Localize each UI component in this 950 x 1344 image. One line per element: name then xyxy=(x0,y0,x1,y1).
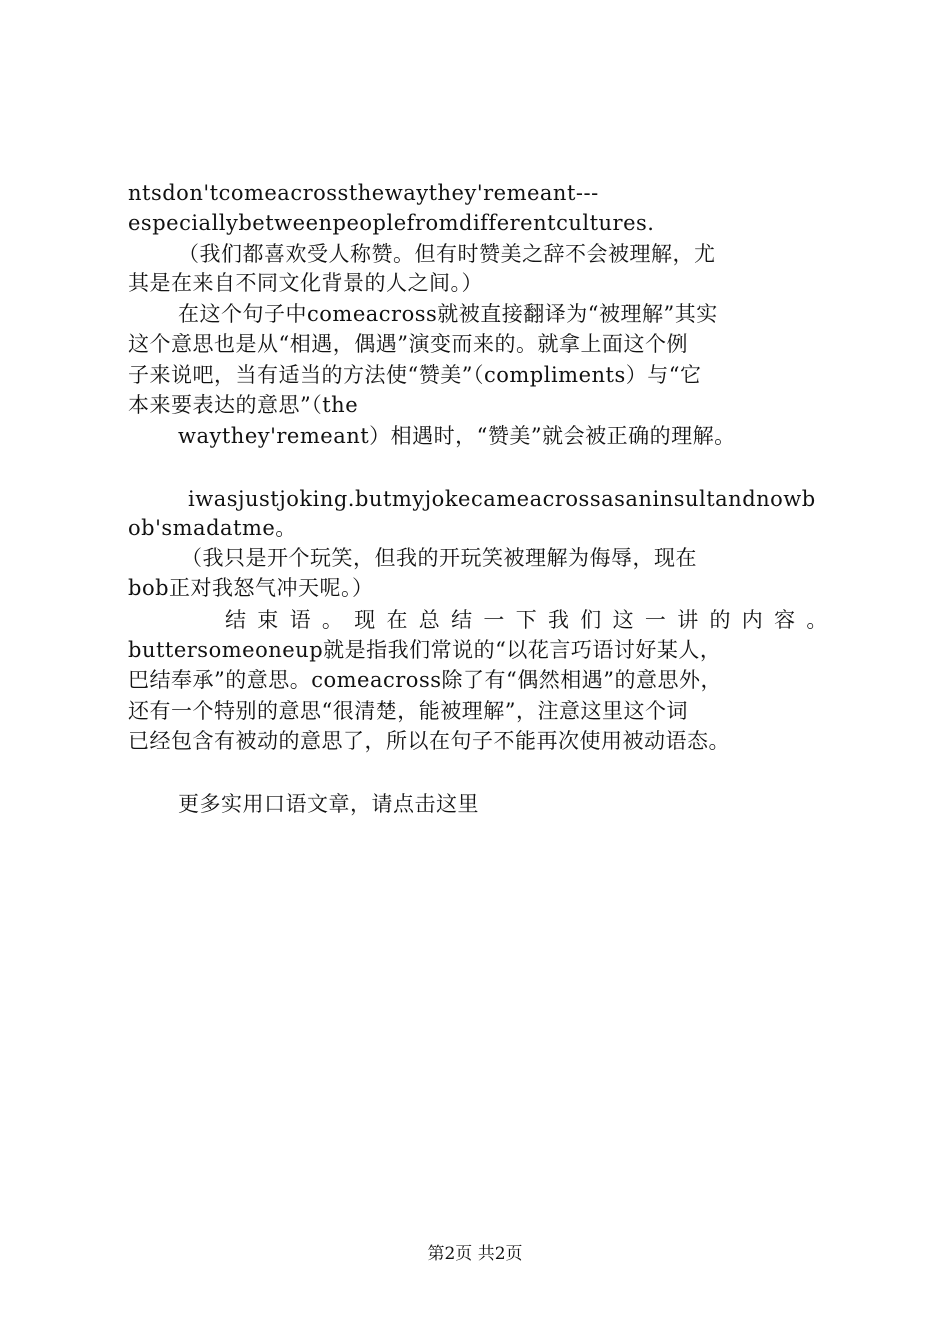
text-line: （我只是开个玩笑，但我的开玩笑被理解为侮辱，现在 xyxy=(181,546,697,570)
text-line: （我们都喜欢受人称赞。但有时赞美之辞不会被理解，尤 xyxy=(178,242,716,266)
text-line: 本来要表达的意思”（the xyxy=(128,393,359,417)
text-line: 在这个句子中comeacross就被直接翻译为“被理解”其实 xyxy=(178,302,718,326)
more-articles-link[interactable]: 更多实用口语文章，请点击这里 xyxy=(178,792,479,816)
text-line: ob'smadatme。 xyxy=(128,516,297,540)
text-line: 这个意思也是从“相遇，偶遇”演变而来的。就拿上面这个例 xyxy=(128,332,688,356)
text-line: 还有一个特别的意思“很清楚，能被理解”，注意这里这个词 xyxy=(128,699,688,723)
text-line: 子来说吧，当有适当的方法使“赞美”（compliments）与“它 xyxy=(128,363,702,387)
text-line: 已经包含有被动的意思了，所以在句子不能再次使用被动语态。 xyxy=(128,729,730,753)
text-line: 其是在来自不同文化背景的人之间。） xyxy=(128,271,483,295)
text-line: buttersomeoneup就是指我们常说的“以花言巧语讨好某人， xyxy=(128,638,722,662)
text-line: bob正对我怒气冲天呢。） xyxy=(128,576,374,600)
text-line: especiallybetweenpeoplefromdifferentcultures. xyxy=(128,211,655,235)
text-line: iwasjustjoking.butmyjokecameacrossasaninsultandnowb xyxy=(188,487,816,511)
text-line: 结束语。现在总结一下我们这一讲的内容。 xyxy=(225,608,839,632)
text-line: 巴结奉承”的意思。comeacross除了有“偶然相遇”的意思外， xyxy=(128,668,722,692)
text-line: waythey'remeant）相遇时，“赞美”就会被正确的理解。 xyxy=(178,424,736,448)
page-footer: 第2页 共2页 xyxy=(427,1244,523,1264)
text-line: ntsdon'tcomeacrossthewaythey'remeant--- xyxy=(128,181,599,205)
